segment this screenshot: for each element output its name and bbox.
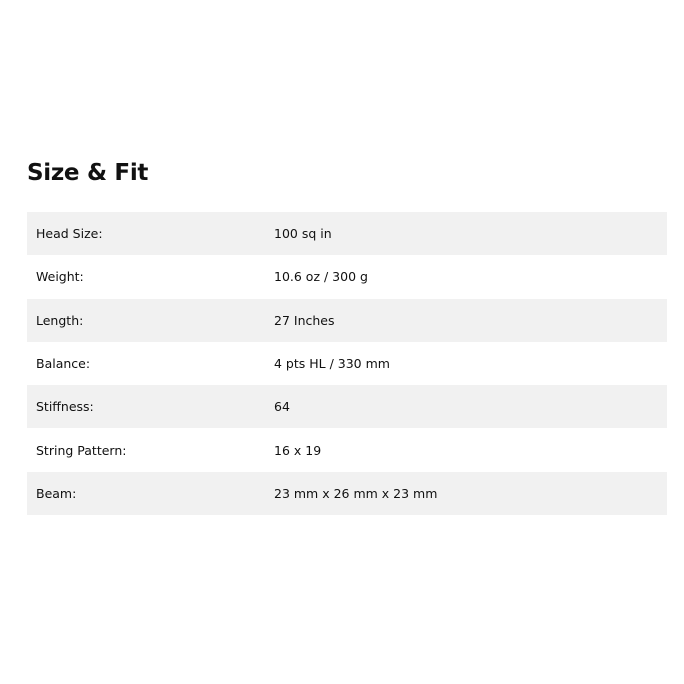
spec-value: 4 pts HL / 330 mm	[274, 356, 390, 372]
spec-label: Length:	[36, 312, 84, 328]
spec-label: Beam:	[36, 485, 77, 501]
spec-value: 23 mm x 26 mm x 23 mm	[274, 485, 438, 501]
spec-row-stiffness	[27, 385, 667, 428]
spec-value: 16 x 19	[274, 442, 322, 458]
spec-label: Balance:	[36, 356, 91, 372]
spec-table	[27, 212, 667, 515]
spec-row-weight	[27, 255, 667, 298]
spec-value: 27 Inches	[274, 312, 335, 328]
spec-row-balance	[27, 342, 667, 385]
spec-row-head-size	[27, 212, 667, 255]
spec-value: 10.6 oz / 300 g	[274, 269, 368, 285]
spec-row-beam	[27, 472, 667, 515]
size-fit-section	[27, 158, 667, 515]
section-title: Size & Fit	[27, 160, 149, 186]
spec-row-length	[27, 299, 667, 342]
spec-label: Weight:	[36, 269, 84, 285]
spec-label: Head Size:	[36, 226, 103, 242]
spec-label: Stiffness:	[36, 399, 94, 415]
spec-value: 64	[274, 399, 290, 415]
spec-value: 100 sq in	[274, 226, 332, 242]
spec-row-string-pattern	[27, 428, 667, 471]
spec-label: String Pattern:	[36, 442, 127, 458]
